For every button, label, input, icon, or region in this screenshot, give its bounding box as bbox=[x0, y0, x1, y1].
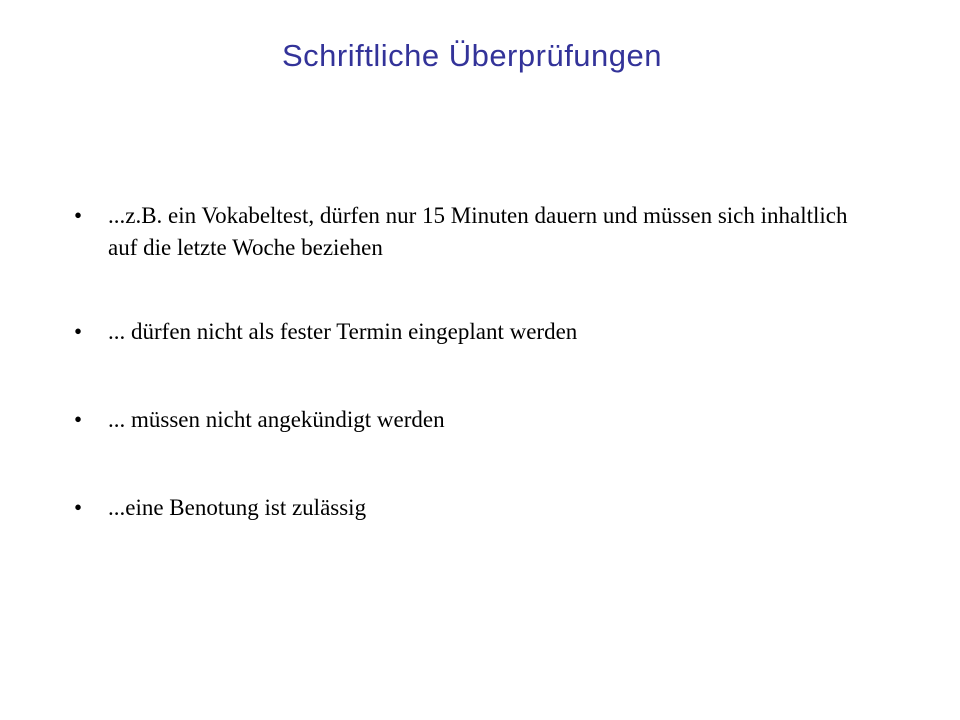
slide-title: Schriftliche Überprüfungen bbox=[281, 38, 663, 73]
list-item bbox=[72, 492, 862, 524]
bullet-icon: • bbox=[74, 407, 83, 432]
bullet-text: ...eine Benotung ist zulässig bbox=[108, 495, 367, 520]
bullet-icon: • bbox=[74, 495, 83, 520]
bullet-text: ... müssen nicht angekündigt werden bbox=[108, 407, 445, 432]
bullet-list bbox=[72, 200, 862, 524]
list-item bbox=[72, 200, 862, 264]
list-item bbox=[72, 316, 862, 348]
bullet-icon: • bbox=[74, 203, 83, 228]
bullet-icon: • bbox=[74, 319, 83, 344]
bullet-text: ...z.B. ein Vokabeltest, dürfen nur 15 Minuten dauern und müssen sich inhaltlich auf die letzte Woche beziehen bbox=[108, 203, 848, 260]
list-item bbox=[72, 404, 862, 436]
bullet-text: ... dürfen nicht als fester Termin eingeplant werden bbox=[108, 319, 578, 344]
